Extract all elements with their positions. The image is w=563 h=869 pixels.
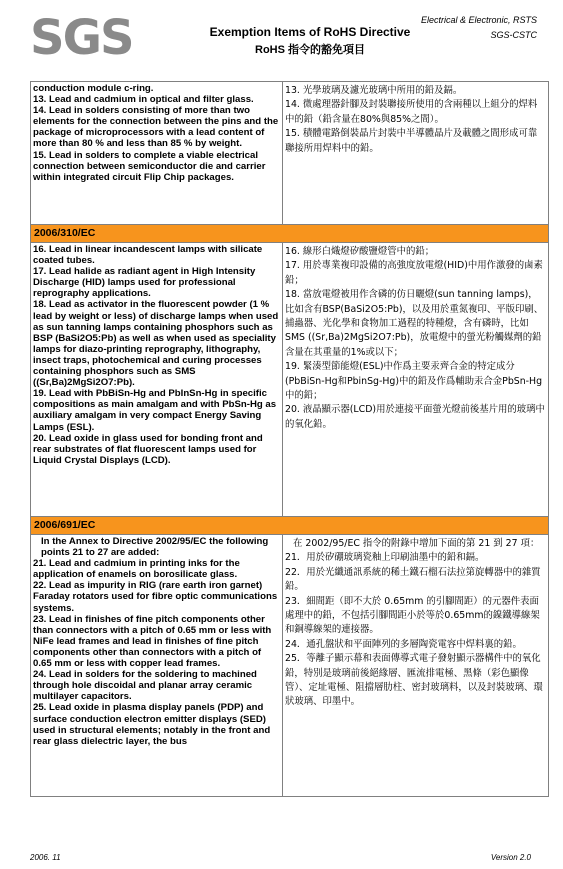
item-20-en: 20. Lead oxide in glass used for bonding front and rear substrates of flat fluorescent lamps used for Liquid Crystal Displays (LCD). [33, 432, 263, 466]
chinese-cell [283, 243, 549, 517]
table-row [31, 535, 549, 797]
item-13-en: 13. Lead and cadmium in optical and filter glass. [33, 94, 254, 106]
item-25-en: 25. Lead oxide in plasma display panels (PDP) and surface conduction electron emitter displays (SED) used in structural elements; notably in the front and rear glass dielectric layer, the bus [33, 702, 271, 747]
item-25-cn: 25．等離子顯示幕和表面傳導式電子發射顯示器構件中的氧化鉛，特別是玻璃前後絕緣層、匯流排電極、黑條（彩色顯像管）、定址電極、阻擋層肋柱、密封玻璃料，以及封裝玻璃、環狀玻璃、印墨中。 [285, 653, 543, 708]
item-17-en: 17. Lead halide as radiant agent in High Intensity Discharge (HID) lamps used for professional reprography applications. [33, 266, 256, 300]
header-right [421, 13, 537, 43]
english-cell [31, 535, 283, 797]
english-cell [31, 243, 283, 517]
footer-date: 2006. 11 [30, 853, 61, 862]
item-14-cn: 14. 微處理器針腳及封裝聯接所使用的含兩種以上組分的焊料中的鉛（鉛含量在80%與85%之間）。 [285, 99, 538, 125]
item-20-cn: 20. 液晶顯示器(LCD)用於連接平面螢光燈前後基片用的玻璃中的氧化鉛。 [285, 404, 545, 430]
item-24-cn: 24．通孔盤狀和平面陣列的多層陶瓷電容中焊料裏的鉛。 [285, 638, 522, 650]
intro-cn: 在 2002/95/EC 指令的附錄中增加下面的第 21 到 27 項： [293, 538, 540, 549]
table-row [31, 243, 549, 517]
item-16-en: 16. Lead in linear incandescent lamps with silicate coated tubes. [33, 244, 263, 267]
document-title-chinese: RoHS 指令的豁免項目 [255, 44, 365, 56]
item-18-cn: 18. 當放電燈被用作含磷的仿日曬燈(sun tanning lamps)，比如含有BSP(BaSi2O5:Pb)，以及用於重氮複印、平版印刷、捕蟲器、光化學和食物加工過程的特種燈，含有磷時，比如SMS ((Sr,Ba)2MgSi2O7:Pb)，放電燈中的螢光粉觸媒劑的鉛含量在其重量的1%或以下； [285, 289, 544, 358]
item-16-cn: 16. 線形白熾燈矽酸鹽燈管中的鉛； [285, 246, 435, 257]
item-23-en: 23. Lead in finishes of fine pitch components other than connectors with a pitch of 0.65 mm or less with NiFe lead frames and lead in finishes of fine pitch components other than connectors with a pitch of 0.65 mm or less with copper lead frames. [33, 613, 272, 670]
section-heading-row [31, 225, 549, 243]
section-heading-row [31, 517, 549, 535]
chinese-cell [283, 82, 549, 225]
department-label: Electrical & Electronic, RSTS [420, 15, 537, 25]
item-13-cn: 13. 光學玻璃及濾光玻璃中所用的鉛及鎘。 [285, 85, 463, 96]
item-15-en: 15. Lead in solders to complete a viable electrical connection between semiconductor die and carrier within integrated circuit Flip Chip packages. [33, 149, 266, 183]
table-row [31, 82, 549, 225]
item-17-cn: 17. 用於專業複印設備的高強度放電燈(HID)中用作激發的鹵素鉛； [285, 260, 543, 286]
footer-version: Version 2.0 [490, 853, 531, 862]
document-title: Exemption Items of RoHS Directive [209, 25, 411, 39]
organization-label: SGS-CSTC [490, 30, 537, 40]
item-19-en: 19. Lead with PbBiSn-Hg and PbInSn-Hg in specific compositions as main amalgam and with PbSn-Hg as auxiliary amalgam in very compact Energy Saving Lamps (ESL). [33, 388, 277, 433]
chinese-cell [283, 535, 549, 797]
section-heading: 2006/310/EC [31, 225, 549, 243]
section-heading: 2006/691/EC [31, 517, 549, 535]
english-cell [31, 82, 283, 225]
sgs-logo: SGS [30, 10, 133, 66]
item-14-en: 14. Lead in solders consisting of more than two elements for the connection between the pins and the package of microprocessors with a lead content of more than 80 % and less than 85 % by weight. [33, 105, 279, 150]
item-24-en: 24. Lead in solders for the soldering to machined through hole discoidal and planar array ceramic multilayer capacitors. [33, 669, 257, 703]
item-22-en: 22. Lead as impurity in RIG (rare earth iron garnet) Faraday rotators used for fibre optic communications systems. [33, 580, 278, 614]
item-21-cn: 21．用於矽硼玻璃瓷釉上印刷油墨中的鉛和鎘。 [285, 552, 485, 564]
item-23-cn: 23．細間距（即不大於 0.65mm 的引腳間距）的元器件表面處理中的鉛，不包括引腳間距小於等於0.65mm的鎳鐵導線架和銅導線架的連接器。 [285, 595, 540, 636]
exemption-table [30, 81, 549, 797]
paragraph-en: conduction module c-ring. [33, 83, 154, 94]
intro-en: In the Annex to Directive 2002/95/EC the following points 21 to 27 are added: [41, 536, 269, 559]
item-22-cn: 22．用於光纖通訊系統的稀土鐵石榴石法拉第旋轉器中的雜質鉛。 [285, 566, 541, 593]
item-19-cn: 19. 緊湊型節能燈(ESL)中作爲主要汞齊合金的特定成分(PbBiSn-Hg和PbinSg-Hg)中的鉛及作爲輔助汞合金PbSn-Hg中的鉛； [285, 361, 543, 402]
item-21-en: 21. Lead and cadmium in printing inks for the application of enamels on borosilicate glass. [33, 558, 240, 581]
item-15-cn: 15. 積體電路倒裝晶片封裝中半導體晶片及載體之間形成可靠聯接所用焊料中的鉛。 [285, 128, 538, 154]
item-18-en: 18. Lead as activator in the fluorescent powder (1 % lead by weight or less) of discharge lamps when used as sun tanning lamps containing phosphors such as BSP (BaSi2O5:Pb) as well as when used as speciality lamps for diazo-printing reprography, lithography, insect traps, photochemical and curing processes containing phosphors such as SMS ((Sr,Ba)2MgSi2O7:Pb). [33, 299, 279, 389]
